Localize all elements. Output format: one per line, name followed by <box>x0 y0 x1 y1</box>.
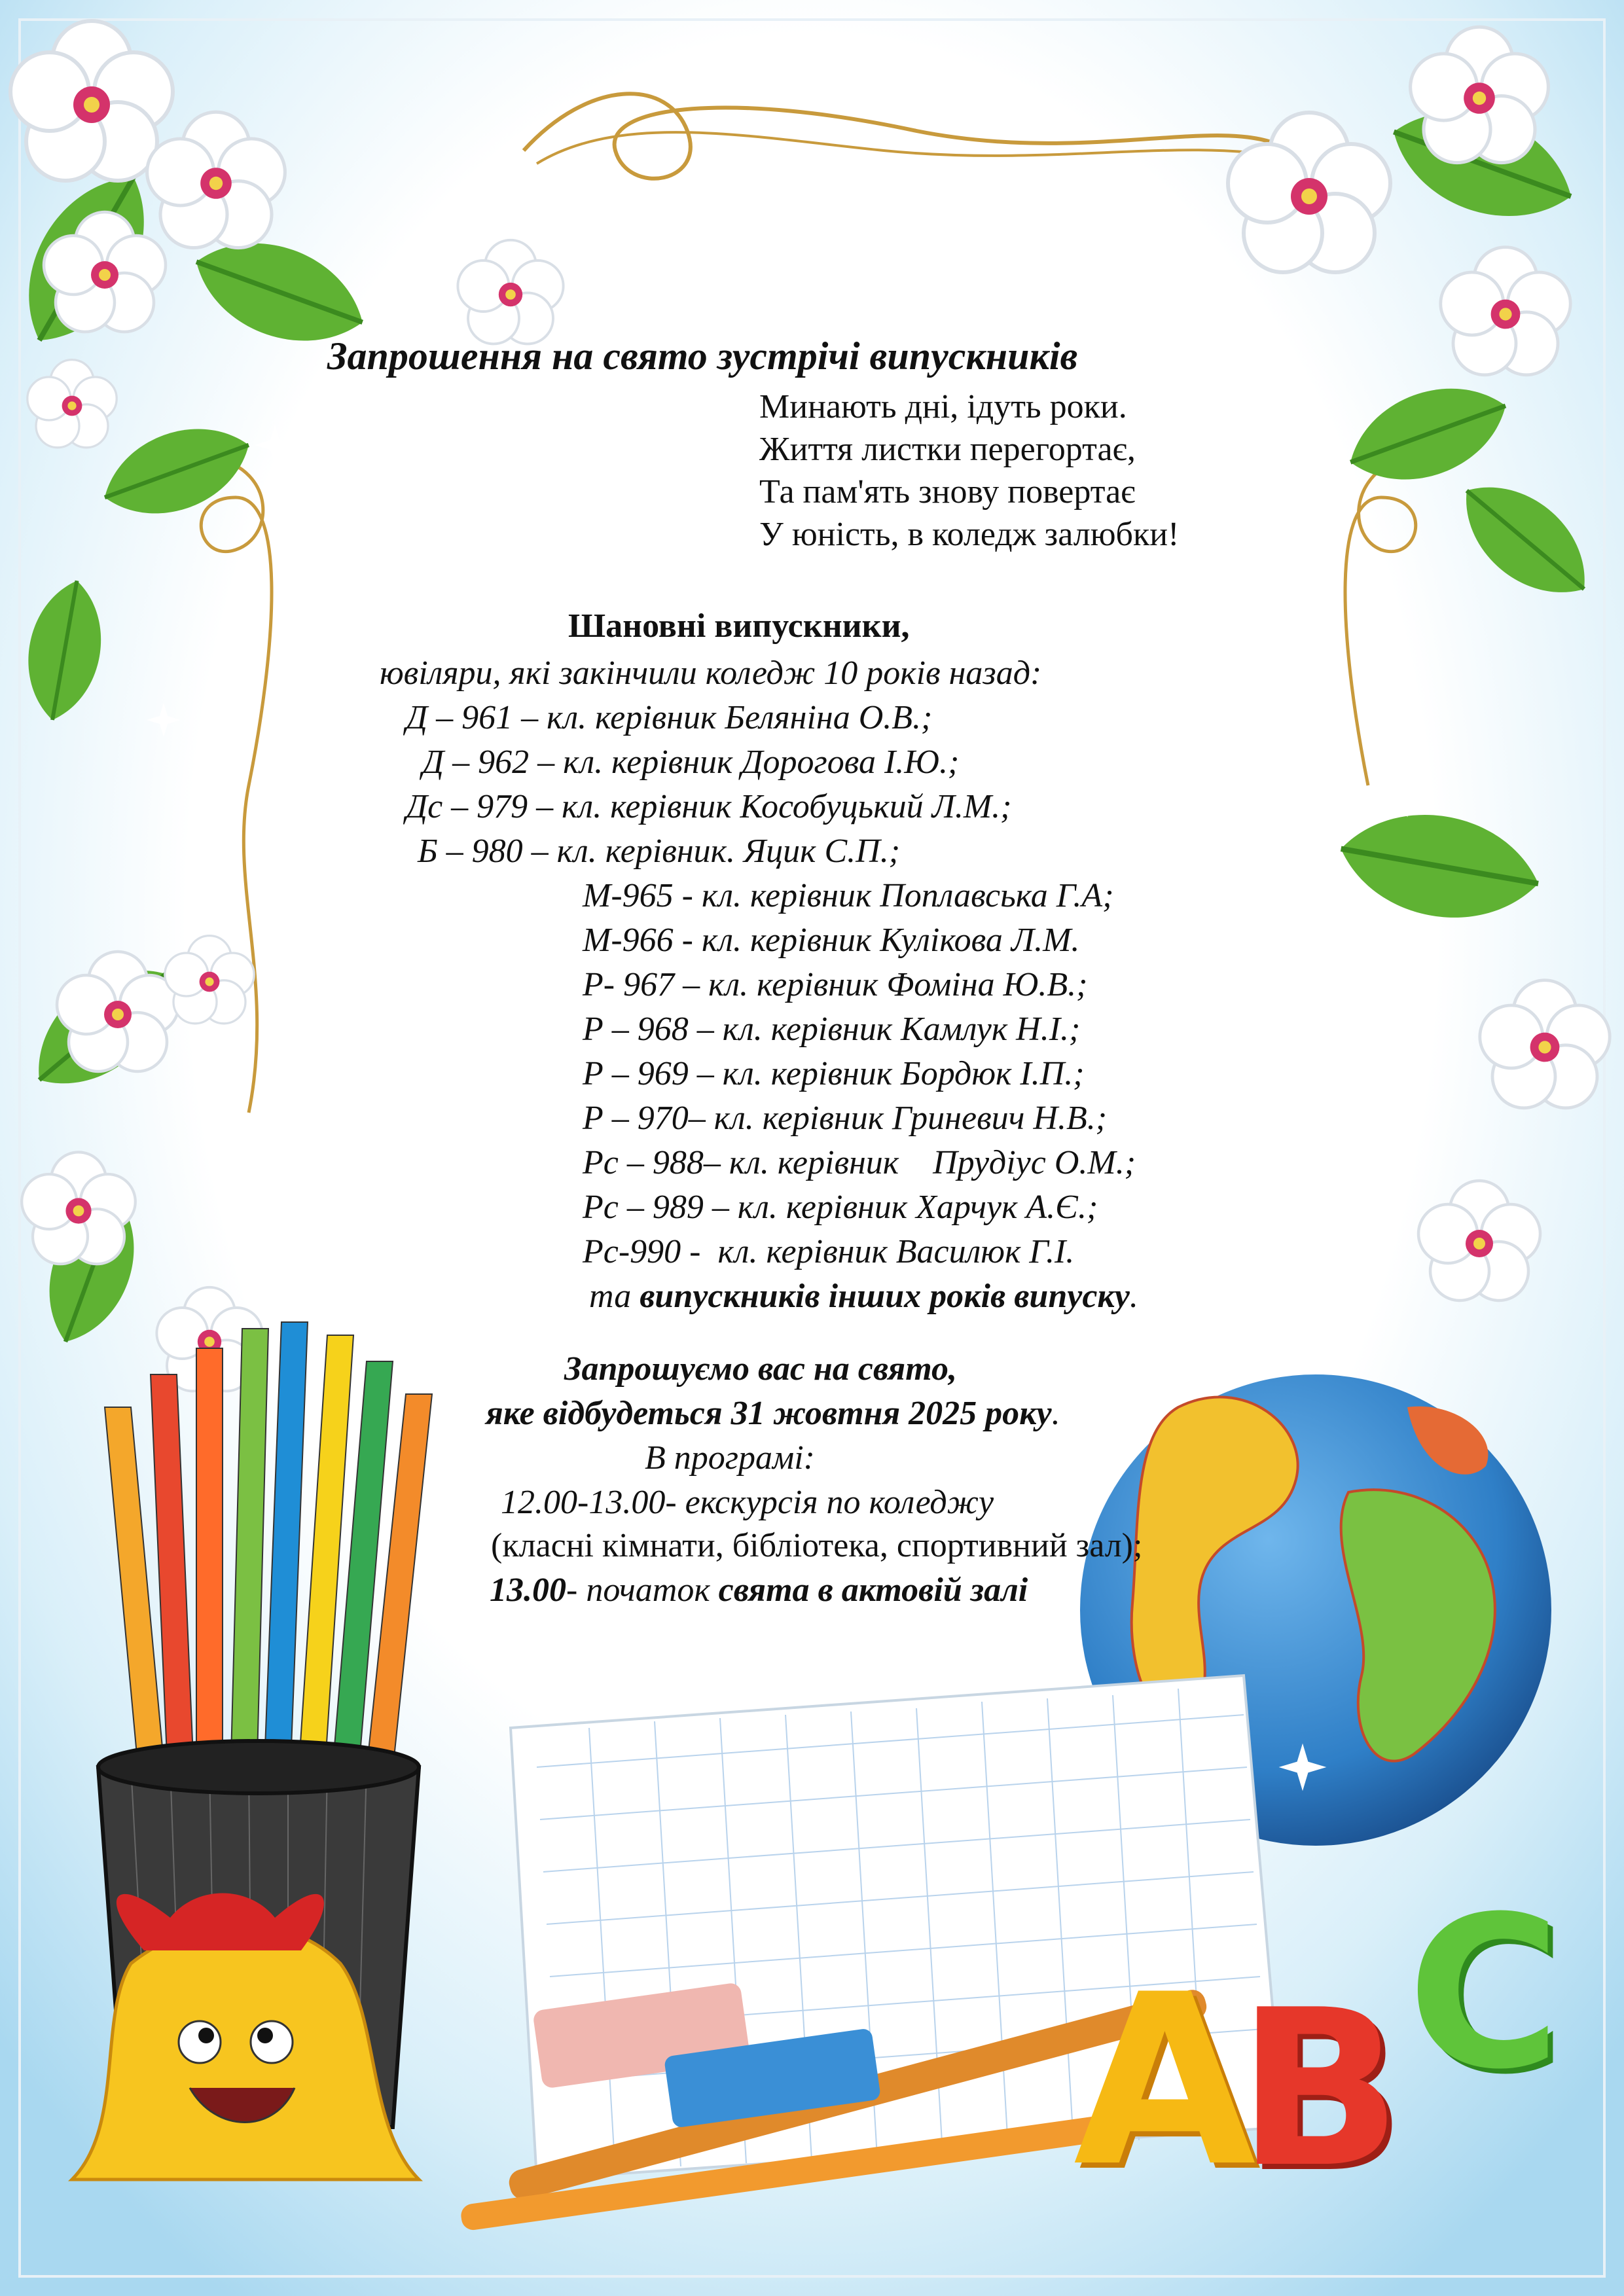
group-line: Дс – 979 – кл. керівник Кособуцький Л.М.; <box>406 788 1012 825</box>
event-date: яке відбудеться 31 жовтня 2025 року <box>486 1395 1052 1432</box>
letter-b: B <box>1237 1964 1402 2215</box>
event-date-suffix: . <box>1051 1395 1060 1432</box>
group-line: Р- 967 – кл. керівник Фоміна Ю.В.; <box>583 966 1088 1003</box>
poem-line: Минають дні, ідуть роки. <box>759 388 1127 425</box>
program-item-2-place: свята в актовій залі <box>718 1571 1028 1609</box>
group-line: М-966 - кл. керівник Кулікова Л.М. <box>583 922 1080 959</box>
poem-line: Та пам'ять знову повертає <box>759 473 1136 511</box>
group-line: Рс – 989 – кл. керівник Харчук А.Є.; <box>583 1189 1098 1226</box>
poem-line: Життя листки перегортає, <box>759 431 1136 468</box>
group-line: Р – 969 – кл. керівник Бордюк І.П.; <box>583 1055 1085 1092</box>
intro-line: ювіляри, які закінчили коледж 10 років назад: <box>380 655 1042 692</box>
program-item-1-note: (класні кімнати, бібліотека, спортивний зал); <box>491 1527 1143 1564</box>
invite-line-1: Запрошуємо вас на свято, <box>564 1350 957 1388</box>
others-suffix: . <box>1129 1278 1138 1315</box>
poem-line: У юність, в коледж залюбки! <box>759 516 1180 553</box>
group-line: Д – 962 – кл. керівник Дорогова І.Ю.; <box>422 744 960 781</box>
group-line: Рс – 988– кл. керівник Прудіус О.М.; <box>583 1144 1136 1181</box>
program-item-1: 12.00-13.00- екскурсія по коледжу <box>501 1484 994 1521</box>
letter-a: A <box>1074 1944 1256 2218</box>
invite-date-line <box>486 1393 1060 1435</box>
group-line: Д – 961 – кл. керівник Беляніна О.В.; <box>406 699 933 736</box>
program-label: В програмі: <box>645 1439 815 1477</box>
letter-c: C <box>1407 1872 1561 2115</box>
others-prefix: та <box>589 1278 640 1315</box>
page-title: Запрошення на свято зустрічі випускників <box>327 334 1078 378</box>
group-line: Р – 970– кл. керівник Гриневич Н.В.; <box>583 1100 1108 1137</box>
group-line: Р – 968 – кл. керівник Камлук Н.І.; <box>583 1011 1081 1048</box>
program-item-2-time: 13.00 <box>490 1571 566 1609</box>
group-line: Рс-990 - кл. керівник Василюк Г.І. <box>583 1233 1075 1270</box>
program-item-2-middle: - початок <box>566 1571 719 1609</box>
group-line: М-965 - кл. керівник Поплавська Г.А; <box>583 877 1114 914</box>
greeting: Шановні випускники, <box>568 607 910 645</box>
program-item-2 <box>490 1570 1028 1611</box>
others-bold: випускників інших років випуску <box>640 1278 1130 1315</box>
other-graduates-line <box>589 1276 1138 1318</box>
group-line: Б – 980 – кл. керівник. Яцик С.П.; <box>418 833 901 870</box>
